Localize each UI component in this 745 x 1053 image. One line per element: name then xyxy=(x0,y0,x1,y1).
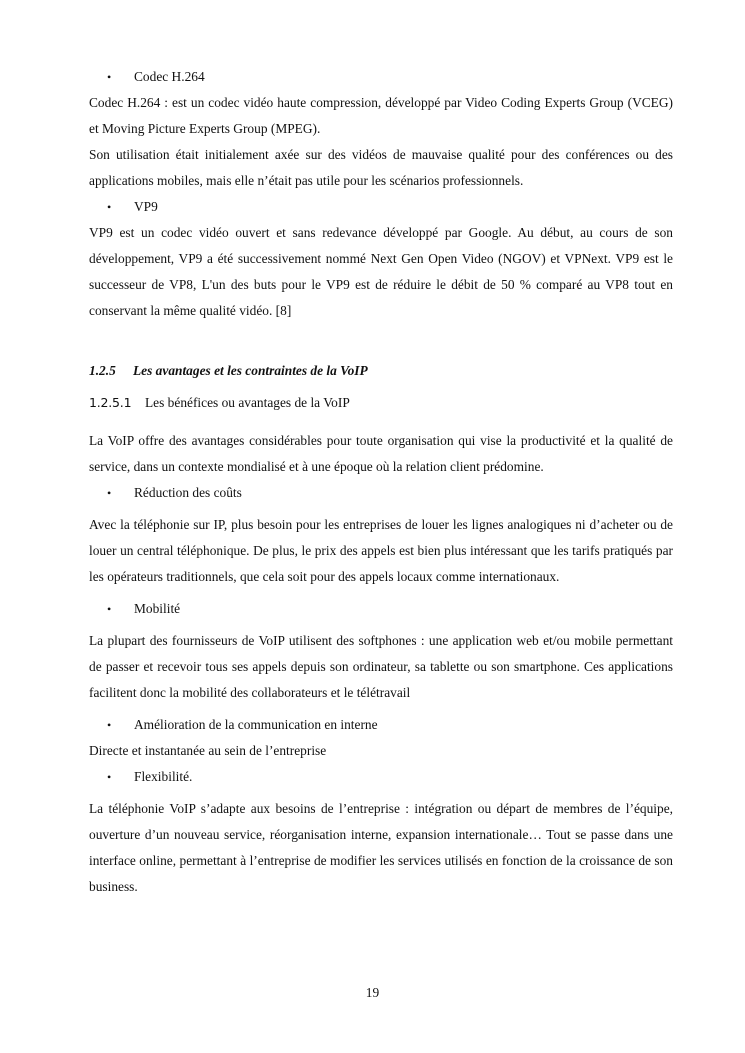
paragraph: VP9 est un codec vidéo ouvert et sans redevance développé par Google. Au début, au cours de son développement, VP9 a été successivement nommé Next Gen Open Video (NGOV) et VPNext. VP9 est le successeur de VP8, L'un des buts pour le VP9 est de réduire le débit de 50 % comparé au VP8 tout en conservant la même qualité vidéo. [8] xyxy=(89,225,673,318)
section-number: 1.2.5 xyxy=(89,363,116,378)
bullet-text: VP9 xyxy=(134,199,158,214)
document-page xyxy=(89,64,673,900)
paragraph: Avec la téléphonie sur IP, plus besoin pour les entreprises de louer les lignes analogiques ni d’acheter ou de louer un central téléphonique. De plus, le prix des appels est bien plus intéressant que les tarifs pratiqués par les opérateurs traditionnels, que cela soit pour des appels locaux comme internationaux. xyxy=(89,517,673,584)
section-heading xyxy=(89,358,673,384)
paragraph: La téléphonie VoIP s’adapte aux besoins de l’entreprise : intégration ou départ de membres de l’équipe, ouverture d’un nouveau service, réorganisation interne, expansion internationale… Tout se passe dans une interface online, permettant à l’entreprise de modifier les services utilisés en fonction de la croissance de son business. xyxy=(89,801,673,894)
bullet-icon: • xyxy=(107,486,112,500)
bullet-text: Réduction des coûts xyxy=(134,485,242,500)
bullet-item xyxy=(89,596,673,622)
bullet-item xyxy=(89,712,673,738)
bullet-item xyxy=(89,64,673,90)
paragraph: Directe et instantanée au sein de l’entreprise xyxy=(89,743,327,758)
bullet-item xyxy=(89,764,673,790)
section-title: Les avantages et les contraintes de la VoIP xyxy=(133,363,368,378)
paragraph: La plupart des fournisseurs de VoIP utilisent des softphones : une application web et/ou mobile permettant de passer et recevoir tous ses appels depuis son ordinateur, sa tablette ou son smartphone. Ces applications facilitent donc la mobilité des collaborateurs et le télétravail xyxy=(89,633,673,700)
subsection-heading xyxy=(89,390,673,416)
bullet-icon: • xyxy=(107,770,112,784)
bullet-icon: • xyxy=(107,70,112,84)
bullet-text: Amélioration de la communication en interne xyxy=(134,717,378,732)
subsection-title: Les bénéfices ou avantages de la VoIP xyxy=(145,395,350,410)
paragraph: Son utilisation était initialement axée sur des vidéos de mauvaise qualité pour des conférences ou des applications mobiles, mais elle n’était pas utile pour les scénarios professionnels. xyxy=(89,147,673,188)
bullet-item xyxy=(89,194,673,220)
page-number: 19 xyxy=(365,985,380,1000)
subsection-number: 1.2.5.1 xyxy=(89,395,132,410)
bullet-text: Flexibilité. xyxy=(134,769,193,784)
bullet-item xyxy=(89,480,673,506)
bullet-icon: • xyxy=(107,602,112,616)
bullet-icon: • xyxy=(107,718,112,732)
paragraph: Codec H.264 : est un codec vidéo haute compression, développé par Video Coding Experts Group (VCEG) et Moving Picture Experts Group (MPEG). xyxy=(89,95,673,136)
bullet-text: Codec H.264 xyxy=(134,69,205,84)
bullet-icon: • xyxy=(107,200,112,214)
bullet-text: Mobilité xyxy=(134,601,181,616)
paragraph: La VoIP offre des avantages considérables pour toute organisation qui vise la productivité et la qualité de service, dans un contexte mondialisé et à une époque où la relation client prédomine. xyxy=(89,433,673,474)
